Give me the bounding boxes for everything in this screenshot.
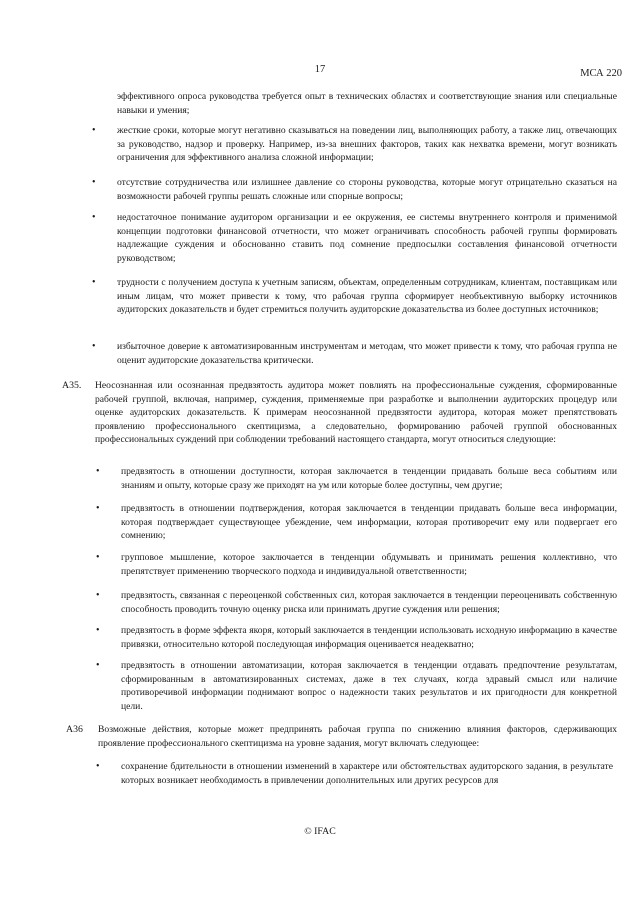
bullet-icon: • xyxy=(96,466,100,477)
page-number: 17 xyxy=(314,64,326,75)
bullet-icon: • xyxy=(92,277,96,288)
document-page: 17 МСА 220 эффективного опроса руководства требуется опыт в технических областях и соответствующие знания или специальные навыки и умения; • жесткие сроки, которые могут негативно сказываться на поведении лиц, выполняющих работу, а также лиц, отвечающих за руководство, надзор и проверку. Например, из-за внешних факторов, таких как нехватка времени, могут возникать ограничения для эффективного анализа сложной информации; • отсутствие сотрудничества или излишнее давление со стороны руководства, которые могут отрицательно сказаться на возможности рабочей группы решать сложные или спорные вопросы; • недостаточное понимание аудитором организации и ее окружения, ее системы внутреннего контроля и применимой концепции подготовки финансовой отчетности, что может ограничивать способность рабочей группы формировать надлежащие суждения и обоснованно ставить под сомнение предпосылки составления финансовой отчетности руководством; • трудности с получением доступа к учетным записям, объектам, определенным сотрудникам, клиентам, поставщикам или иным лицам, что может привести к тому, что рабочая группа сформирует необъективную выборку источников аудиторских доказательств и будет стремиться получить аудиторские доказательства из более доступных источников; • избыточное доверие к автоматизированным инструментам и методам, что может привести к тому, что рабочая группа не оценит аудиторские доказательства критически. A35. Неосознанная или осознанная предвзятость аудитора может повлиять на профессиональные суждения, сформированные рабочей группой, включая, например, суждения, применяемые при разработке и выполнении аудиторских процедур или оценке аудиторских доказательств. К примерам неосознанной предвзятости аудитора, которая может препятствовать проявлению профессионального скептицизма, а следовательно, формированию рабочей группой обоснованных профессиональных суждений при соблюдении требований настоящего стандарта, могут относиться следующие: • предвзятость в отношении доступности, которая заключается в тенденции придавать больше веса событиям или знаниям и опыту, которые сразу же приходят на ум или которые более доступны, чем другие; • предвзятость в отношении подтверждения, которая заключается в тенденции придавать больше веса информации, которая подтверждает существующее убеждение, чем информации, которая противоречит ему или подвергает его сомнению; • групповое мышление, которое заключается в тенденции обдумывать и принимать решения коллективно, что препятствует применению творческого подхода и индивидуальной ответственности; • предвзятость, связанная с переоценкой собственных сил, которая заключается в тенденции переоценивать собственную способность проводить точную оценку риска или принимать другие суждения или решения; • предвзятость в форме эффекта якоря, который заключается в тенденции использовать исходную информацию в качестве привязки, относительно которой последующая информация оценивается неадекватно; • предвзятость в отношении автоматизации, которая заключается в тенденции отдавать предпочтение результатам, сформированным в автоматизированных системах, даже в тех случаях, когда здравый смысл или наличие противоречивой информации поднимают вопрос о надежности таких результатов и их пригодности для конкретной цели. A36 Возможные действия, которые может предпринять рабочая группа по снижению влияния факторов, сдерживающих проявление профессионального скептицизма на уровне задания, могут включать следующее: • сохранение бдительности в отношении изменений в характере или обстоятельствах аудиторского задания, в результате которых возникает необходимость в привлечении дополнительных или других ресурсов для © IFAC xyxy=(0,0,640,905)
bullet-icon: • xyxy=(92,125,96,136)
paragraph-a36: Возможные действия, которые может предпринять рабочая группа по снижению влияния факторов, сдерживающих проявление профессионального скептицизма на уровне задания, могут включать следующее: xyxy=(98,724,617,749)
footer-copyright: © IFAC xyxy=(304,826,336,837)
continuation-text: эффективного опроса руководства требуется опыт в технических областях и соответствующие знания или специальные навыки и умения; xyxy=(117,91,617,116)
bullet-icon: • xyxy=(92,177,96,188)
paragraph-a35: Неосознанная или осознанная предвзятость аудитора может повлиять на профессиональные суждения, сформированные рабочей группой, включая, например, суждения, применяемые при разработке и выполнении аудиторских процедур или оценке аудиторских доказательств. К примерам неосознанной предвзятости аудитора, которая может препятствовать проявлению профессионального скептицизма, а следовательно, формированию рабочей группой обоснованных профессиональных суждений при соблюдении требований настоящего стандарта, могут относиться следующие: xyxy=(95,380,617,445)
bullet-icon: • xyxy=(92,341,96,352)
bullet-icon: • xyxy=(96,625,100,636)
bullet-icon: • xyxy=(96,590,100,601)
bullet-icon: • xyxy=(96,660,100,671)
bullet-icon: • xyxy=(96,503,100,514)
paragraph-number-a35: A35. xyxy=(62,380,82,391)
document-code: МСА 220 xyxy=(580,68,622,79)
bullet-icon: • xyxy=(96,552,100,563)
bullet-icon: • xyxy=(92,212,96,223)
bullet-icon: • xyxy=(96,761,100,772)
paragraph-number-a36: A36 xyxy=(66,724,83,735)
